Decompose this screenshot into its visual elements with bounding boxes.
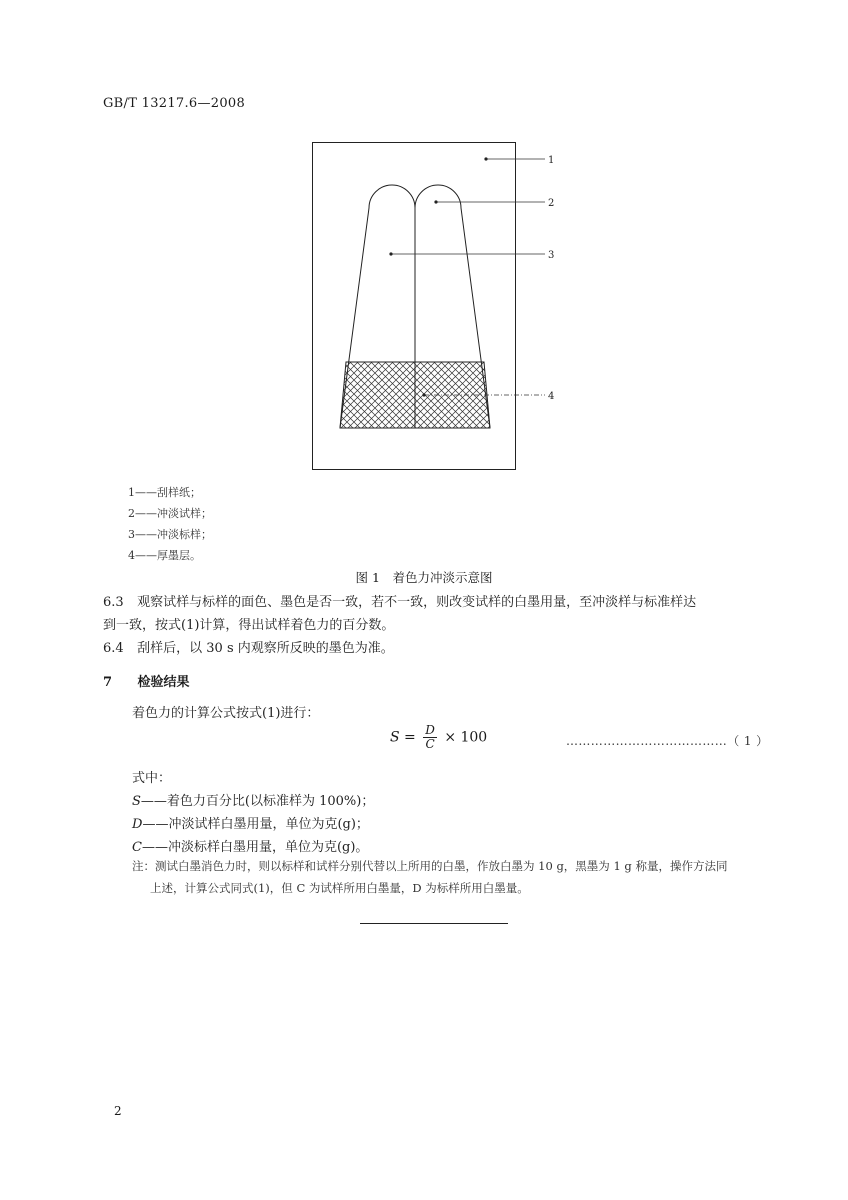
callout-2: 2: [548, 198, 555, 209]
section-heading: [103, 671, 190, 690]
section-title: 检验结果: [137, 675, 190, 690]
figure-caption: 图 1 着色力冲淡示意图: [355, 570, 493, 585]
leader-dots: [389, 157, 487, 396]
variable-description: 冲淡标样白墨用量，单位为克(g)。: [167, 840, 369, 855]
where-label: 式中：: [132, 771, 172, 786]
formula-lhs: S: [390, 729, 400, 746]
formula-numerator: D: [425, 723, 435, 737]
variable-dash: ——: [141, 840, 168, 855]
variable-d: [132, 813, 369, 832]
formula-intro: 着色力的计算公式按式(1)进行：: [132, 706, 320, 721]
variable-description: 冲淡试样白墨用量，单位为克(g)；: [168, 817, 369, 832]
clause-number: 6.3: [103, 595, 124, 610]
variable-symbol: D: [132, 817, 143, 832]
clause-6-3-line-2: 到一致，按式(1)计算，得出试样着色力的百分数。: [103, 618, 395, 633]
section-number: 7: [103, 675, 113, 690]
formula-multiplier: × 100: [444, 729, 488, 746]
formula-equals: =: [404, 729, 416, 746]
formula-fraction: [423, 724, 437, 751]
legend-item-1: 1——刮样纸；: [128, 486, 201, 499]
formula-denominator: C: [425, 737, 435, 751]
variable-s: [132, 790, 374, 809]
end-rule: [360, 923, 508, 924]
clause-6-4: [103, 637, 394, 656]
legend-item-4: 4——厚墨层。: [128, 549, 201, 562]
variable-symbol: S: [132, 794, 141, 809]
legend-item-2: 2——冲淡试样；: [128, 507, 212, 520]
clause-number: 6.4: [103, 641, 124, 656]
variable-dash: ——: [142, 817, 169, 832]
note-line-1: 注：测试白墨消色力时，则以标样和试样分别代替以上所用的白墨，作放白墨为 10 g，黑墨为 1 g 称量，操作方法同: [132, 859, 728, 873]
legend-item-3: 3——冲淡标样；: [128, 528, 212, 541]
page-number: 2: [114, 1104, 122, 1118]
callout-4: 4: [548, 391, 555, 402]
clause-6-3-line-1: [103, 591, 696, 610]
variable-description: 着色力百分比(以标准样为 100%)；: [166, 794, 375, 809]
leader-lines: [391, 159, 545, 395]
formula-number: …………………………………（ 1 ）: [566, 734, 769, 748]
clause-text: 刮样后，以 30 s 内观察所反映的墨色为准。: [137, 641, 394, 656]
variable-symbol: C: [132, 840, 142, 855]
colour-strength-formula: [390, 724, 487, 751]
note-line-2: 上述，计算公式同式(1)，但 C 为试样所用白墨量，D 为标样所用白墨量。: [150, 881, 529, 895]
callout-1: 1: [548, 155, 555, 166]
callout-3: 3: [548, 250, 555, 261]
clause-text: 观察试样与标样的面色、墨色是否一致，若不一致，则改变试样的白墨用量，至冲淡样与标准样达: [137, 595, 697, 610]
colour-strength-figure: [312, 142, 572, 472]
variable-c: [132, 836, 368, 855]
standard-code-header: GB/T 13217.6—2008: [103, 96, 246, 111]
variable-dash: ——: [140, 794, 167, 809]
